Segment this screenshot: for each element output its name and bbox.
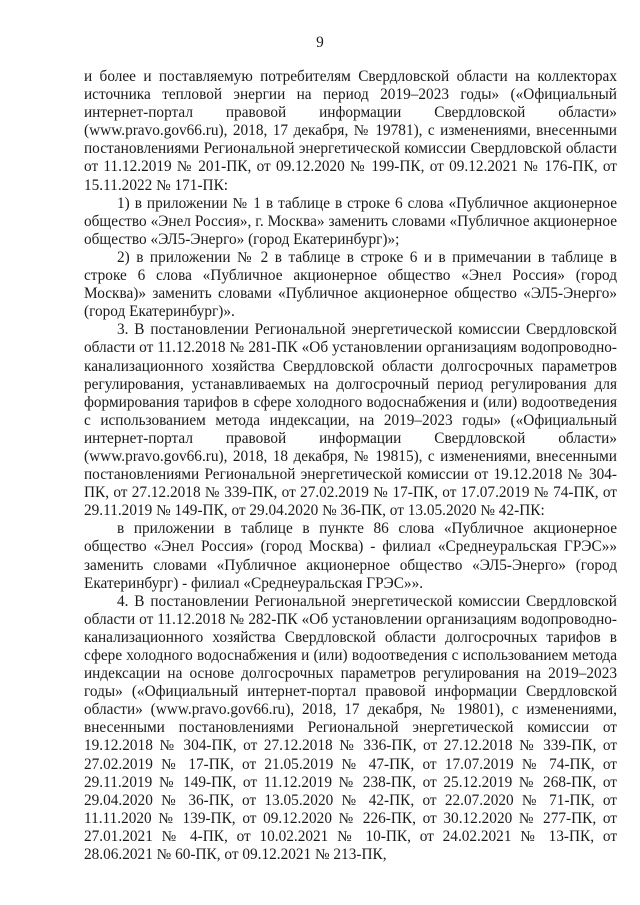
document-body bbox=[84, 68, 617, 864]
paragraph-item-1: 1) в приложении № 1 в таблице в строке 6 слова «Публичное акционерное общество «Энел Россия», г. Москва» заменить словами «Публичное акционерное общество «ЭЛ5-Энерго» (город Екатеринбург)»; bbox=[84, 194, 617, 248]
paragraph-continuation: и более и поставляемую потребителям Свердловской области на коллекторах источника тепловой энергии на период 2019–2023 годы» («Официальный интернет-портал правовой информации Свердловской области» (www.pravo.gov66.ru), 2018, 17 декабря, № 19781), с изменениями, внесенными постановлениями Региональной энергетической комиссии Свердловской области от 11.12.2019 № 201-ПК, от 09.12.2020 № 199-ПК, от 09.12.2021 № 176-ПК, от 15.11.2022 № 171-ПК: bbox=[84, 68, 617, 194]
paragraph-clause-3-amendment: в приложении в таблице в пункте 86 слова «Публичное акционерное общество «Энел Россия» (город Москва) - филиал «Среднеуральская ГРЭС»» заменить словами «Публичное акционерное общество «ЭЛ5-Энерго» (город Екатеринбург) - филиал «Среднеуральская ГРЭС»». bbox=[84, 520, 617, 592]
paragraph-clause-4: 4. В постановлении Региональной энергетической комиссии Свердловской области от 11.12.2018 № 282-ПК «Об установлении организациям водопроводно-канализационного хозяйства Свердловской области долгосрочных тарифов в сфере холодного водоснабжения и (или) водоотведения с использованием метода индексации на основе долгосрочных параметров регулирования на 2019–2023 годы» («Официальный интернет-портал правовой информации Свердловской области» (www.pravo.gov66.ru), 2018, 17 декабря, № 19801), с изменениями, внесенными постановлениями Региональной энергетической комиссии от 19.12.2018 № 304-ПК, от 27.12.2018 № 336-ПК, от 27.12.2018 № 339-ПК, от 27.02.2019 № 17-ПК, от 21.05.2019 № 47-ПК, от 17.07.2019 № 74-ПК, от 29.11.2019 № 149-ПК, от 11.12.2019 № 238-ПК, от 25.12.2019 № 268-ПК, от 29.04.2020 № 36-ПК, от 13.05.2020 № 42-ПК, от 22.07.2020 № 71-ПК, от 11.11.2020 № 139-ПК, от 09.12.2020 № 226-ПК, от 30.12.2020 № 277-ПК, от 27.01.2021 № 4-ПК, от 10.02.2021 № 10-ПК, от 24.02.2021 № 13-ПК, от 28.06.2021 № 60-ПК, от 09.12.2021 № 213-ПК, bbox=[84, 592, 617, 864]
page-number: 9 bbox=[316, 34, 324, 51]
paragraph-clause-3: 3. В постановлении Региональной энергетической комиссии Свердловской области от 11.12.2018 № 281-ПК «Об установлении организациям водопроводно-канализационного хозяйства Свердловской области долгосрочных параметров регулирования, устанавливаемых на долгосрочный период регулирования для формирования тарифов в сфере холодного водоснабжения и (или) водоотведения с использованием метода индексации, на 2019–2023 годы» («Официальный интернет-портал правовой информации Свердловской области» (www.pravo.gov66.ru), 2018, 18 декабря, № 19815), с изменениями, внесенными постановлениями Региональной энергетической комиссии от 19.12.2018 № 304-ПК, от 27.12.2018 № 339-ПК, от 27.02.2019 № 17-ПК, от 17.07.2019 № 74-ПК, от 29.11.2019 № 149-ПК, от 29.04.2020 № 36-ПК, от 13.05.2020 № 42-ПК: bbox=[84, 321, 617, 520]
paragraph-item-2: 2) в приложении № 2 в таблице в строке 6 и в примечании в таблице в строке 6 слова «Публичное акционерное общество «Энел Россия» (город Москва)» заменить словами «Публичное акционерное общество «ЭЛ5-Энерго» (город Екатеринбург)». bbox=[84, 248, 617, 321]
